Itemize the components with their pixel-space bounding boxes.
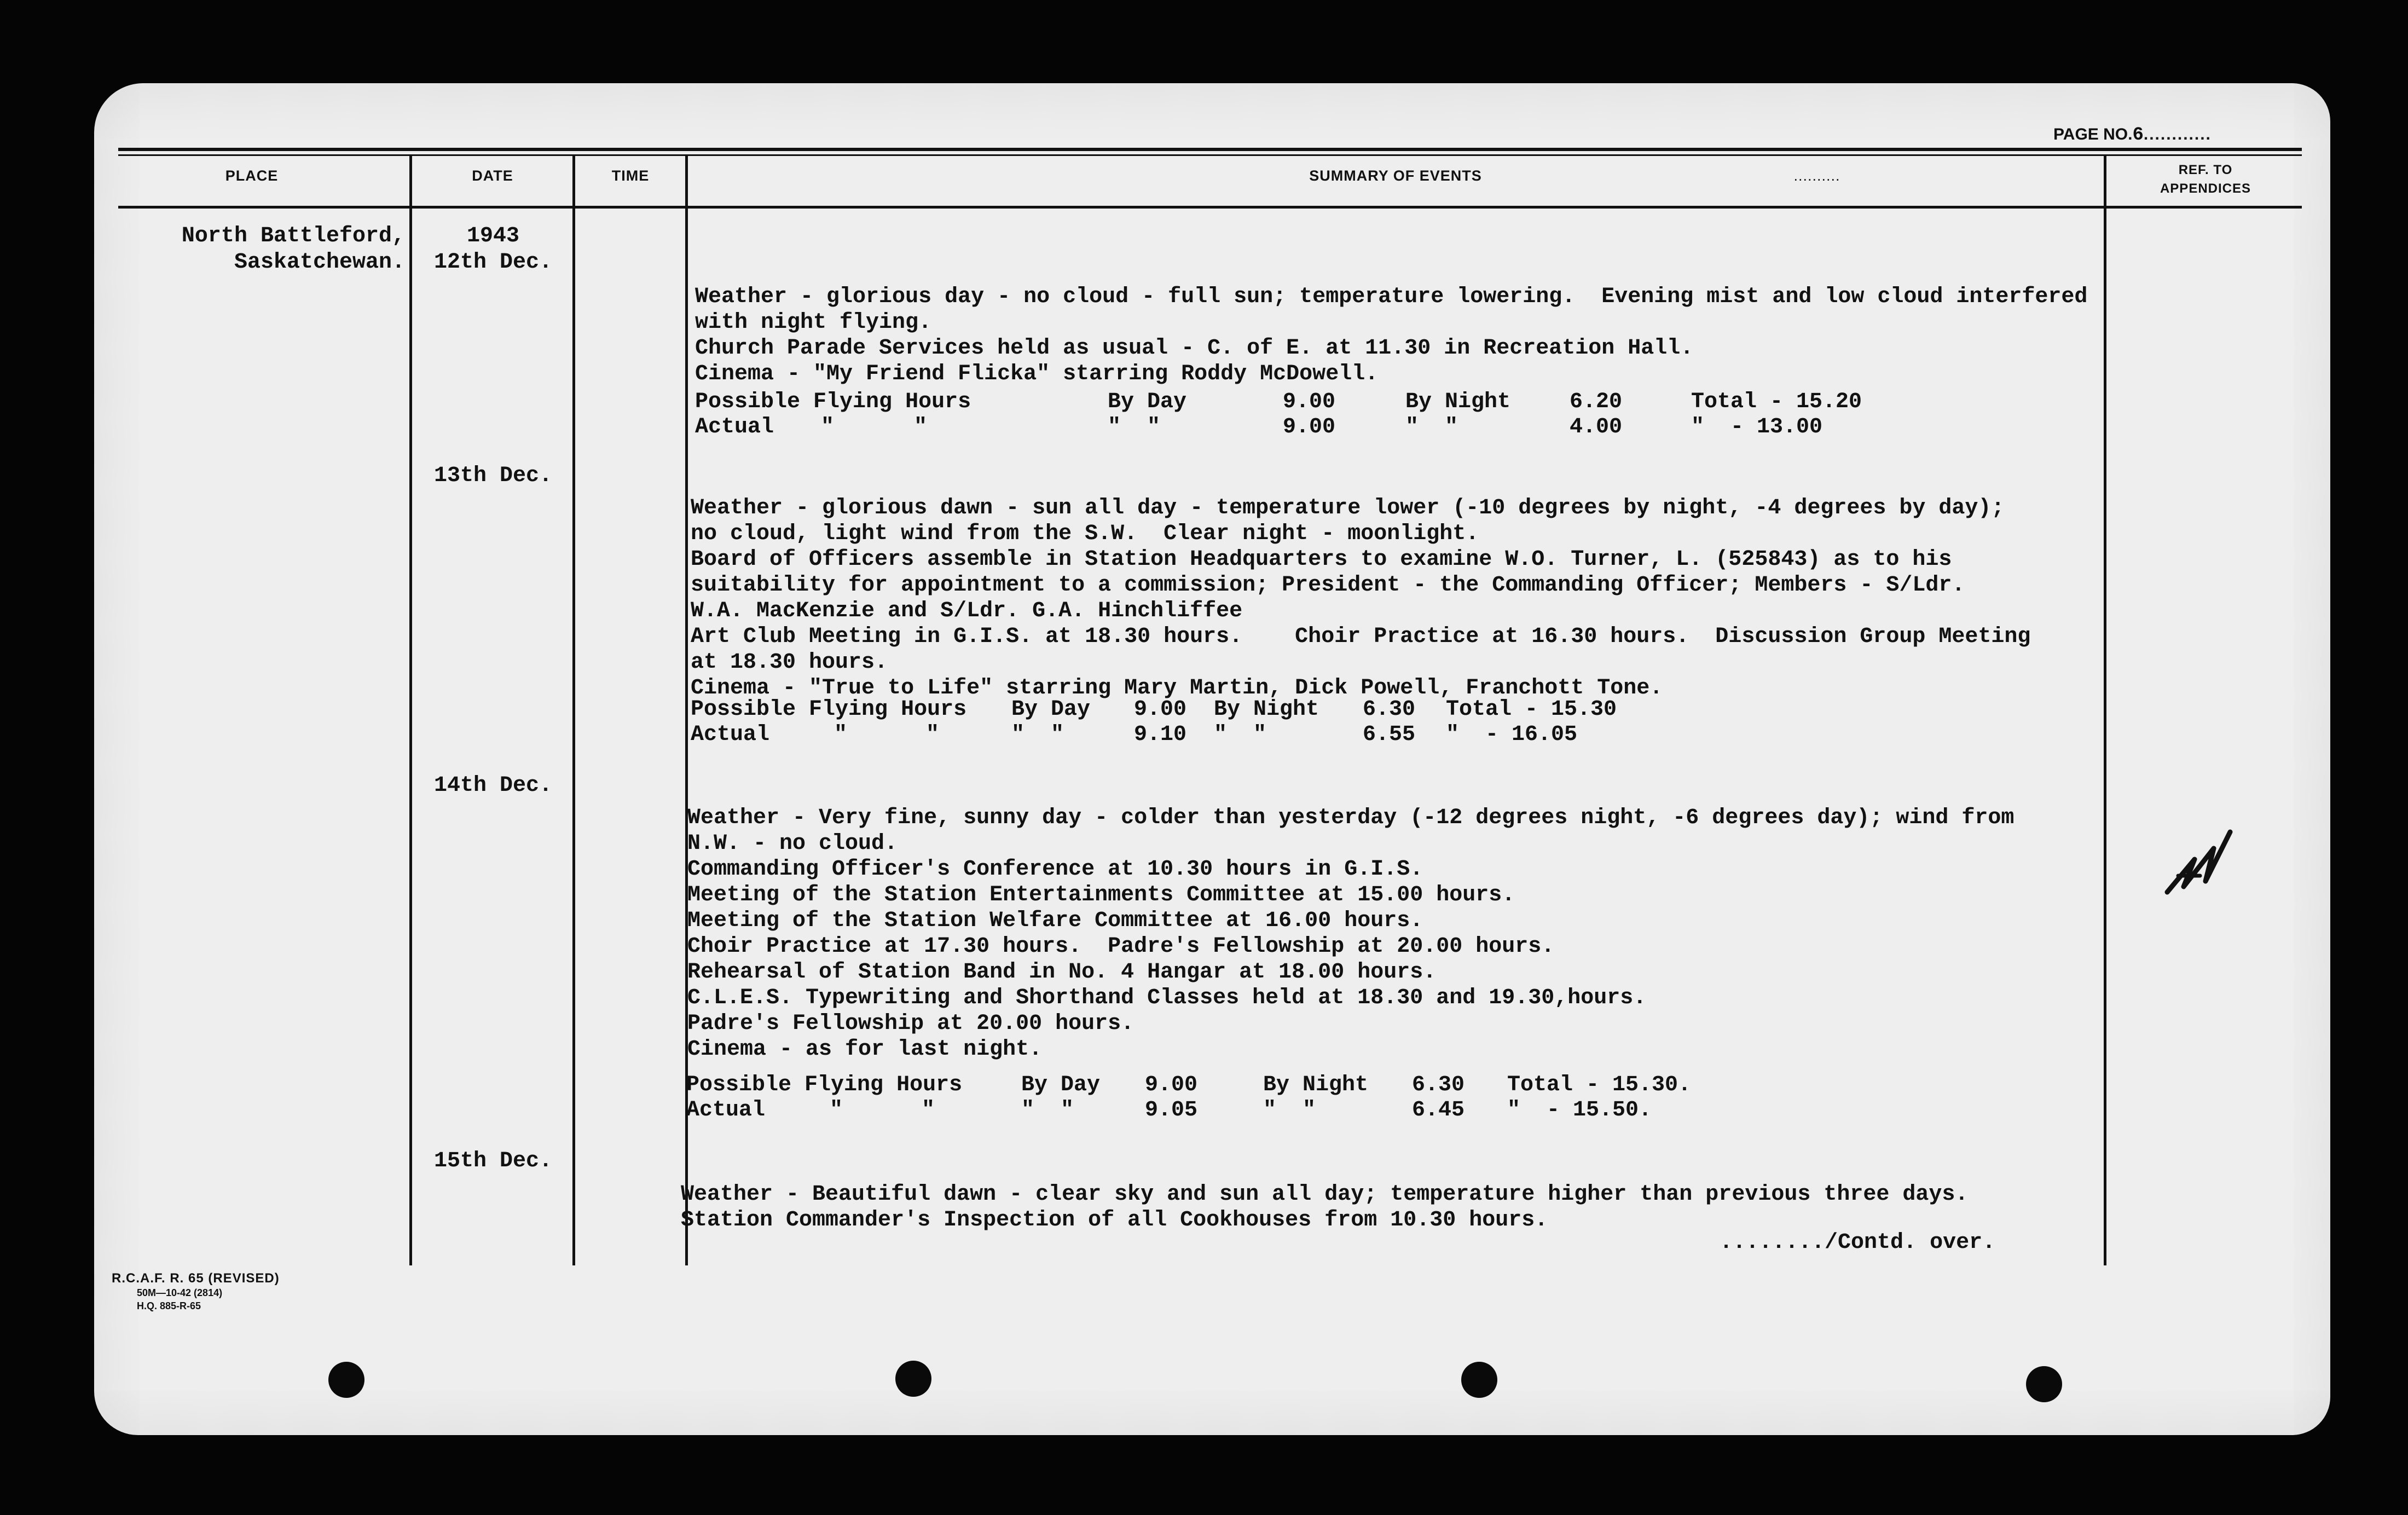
entry-line: Cinema - "My Friend Flicka" starring Roddy McDowell. (695, 362, 1379, 386)
form-print-run: 50M—10-42 (2814) (137, 1287, 223, 1298)
actual-total-value: " - 16.05 (1446, 722, 1578, 747)
actual-night-value: 4.00 (1570, 415, 1623, 440)
header-ref-line2: APPENDICES (2160, 181, 2251, 196)
entry-13-text (691, 470, 2030, 727)
entry-line: Weather - glorious day - no cloud - full sun; temperature lowering. Evening mist and low cloud interfered (695, 285, 2088, 309)
punch-hole (2026, 1366, 2062, 1402)
entry-line: Weather - Very fine, sunny day - colder than yesterday (-12 degrees night, -6 degrees day); wind from (687, 806, 2015, 830)
entry-line: Rehearsal of Station Band in No. 4 Hangar at 18.00 hours. (687, 960, 1437, 985)
by-night-value: 6.30 (1363, 697, 1416, 722)
form-number: R.C.A.F. R. 65 (REVISED) (112, 1271, 280, 1286)
actual-day-value: 9.10 (1134, 722, 1187, 747)
form-hq-ref: H.Q. 885-R-65 (137, 1300, 201, 1311)
entry-line: W.A. MacKenzie and S/Ldr. G.A. Hinchliffee (691, 599, 1243, 623)
entry-line: C.L.E.S. Typewriting and Shorthand Classes held at 18.30 and 19.30,hours. (687, 986, 1647, 1010)
ditto-mark: " (926, 722, 940, 747)
header-place: PLACE (225, 167, 279, 184)
total-value: Total - 15.30. (1507, 1073, 1692, 1097)
place-cell (182, 223, 405, 276)
actual-label: Actual (695, 415, 774, 440)
flying-label: Possible Flying Hours (695, 390, 971, 414)
entry-line: Art Club Meeting in G.I.S. at 18.30 hours. Choir Practice at 16.30 hours. Discussion Group Meeting (691, 624, 2031, 649)
header-rule (118, 206, 2302, 209)
entry-line: Cinema - as for last night. (687, 1037, 1043, 1062)
by-day-label: By Day (1011, 697, 1091, 722)
flying-label: Possible Flying Hours (691, 697, 967, 722)
punch-hole (895, 1361, 931, 1397)
column-divider-date (572, 154, 575, 1265)
actual-night-value: 6.55 (1363, 722, 1416, 747)
actual-day-value: 9.05 (1145, 1098, 1198, 1123)
actual-label: Actual (691, 722, 770, 747)
ditto-mark: " (834, 722, 848, 747)
actual-night-value: 6.45 (1412, 1098, 1465, 1123)
ditto-mark: " " (1405, 415, 1458, 440)
ditto-mark: " " (1108, 415, 1161, 440)
entry-line: Weather - Beautiful dawn - clear sky and sun all day; temperature higher than previous three days. (681, 1182, 1969, 1207)
entry-line: Meeting of the Station Welfare Committee at 16.00 hours. (687, 909, 1423, 933)
place-line2: Saskatchewan. (234, 250, 405, 275)
page-number-dots: ............ (2143, 125, 2212, 143)
page-number-value: 6 (2132, 125, 2144, 146)
by-night-value: 6.20 (1570, 390, 1623, 414)
actual-total-value: " - 13.00 (1691, 415, 1823, 440)
actual-label: Actual (686, 1098, 766, 1123)
date-12th: 12th Dec. (433, 250, 553, 275)
header-time: TIME (611, 167, 650, 184)
flying-label: Possible Flying Hours (686, 1073, 963, 1097)
punch-hole (1461, 1362, 1497, 1398)
column-divider-place (409, 154, 412, 1265)
total-value: Total - 15.20 (1691, 390, 1862, 414)
entry-line: suitability for appointment to a commission; President - the Commanding Officer; Members - S/Ldr. (691, 573, 1965, 598)
top-rule-thin (118, 154, 2302, 156)
entry-line: Choir Practice at 17.30 hours. Padre's Fellowship at 20.00 hours. (687, 934, 1555, 959)
date-14th: 14th Dec. (433, 773, 553, 798)
total-value: Total - 15.30 (1446, 697, 1617, 722)
entry-14-text (687, 779, 2014, 1088)
ditto-mark: " (914, 415, 928, 440)
ditto-mark: " " (1021, 1098, 1074, 1123)
date-13th: 13th Dec. (433, 464, 553, 488)
by-night-label: By Night (1263, 1073, 1369, 1097)
header-summary: SUMMARY OF EVENTS (1309, 167, 1482, 184)
by-night-label: By Night (1405, 390, 1511, 414)
entry-line: no cloud, light wind from the S.W. Clear night - moonlight. (691, 522, 1479, 546)
ditto-mark: " " (1263, 1098, 1316, 1123)
place-line1: North Battleford, (181, 224, 405, 248)
by-day-label: By Day (1108, 390, 1187, 414)
page-number-label: PAGE NO. (2053, 125, 2133, 143)
continued-note: ......../Contd. over. (1720, 1230, 1996, 1255)
handwritten-initials (2162, 821, 2238, 898)
entry-line: with night flying. (695, 310, 932, 335)
entry-line: Board of Officers assemble in Station Headquarters to examine W.O. Turner, L. (525843) as to his (691, 547, 1952, 572)
ditto-mark: " (821, 415, 835, 440)
entry-line: Church Parade Services held as usual - C. of E. at 11.30 in Recreation Hall. (695, 336, 1694, 361)
entry-line: at 18.30 hours. (691, 650, 888, 675)
header-ref-line1: REF. TO (2178, 163, 2233, 177)
actual-total-value: " - 15.50. (1507, 1098, 1652, 1123)
ditto-mark: " " (1214, 722, 1267, 747)
actual-day-value: 9.00 (1283, 415, 1336, 440)
entry-line: Padre's Fellowship at 20.00 hours. (687, 1011, 1134, 1036)
ditto-mark: " (830, 1098, 843, 1123)
entry-line: Commanding Officer's Conference at 10.30 hours in G.I.S. (687, 857, 1423, 882)
entry-line: Station Commander's Inspection of all Cookhouses from 10.30 hours. (681, 1208, 1548, 1233)
by-night-label: By Night (1214, 697, 1319, 722)
entry-line: Weather - glorious dawn - sun all day - temperature lower (-10 degrees by night, -4 degrees by day); (691, 496, 2005, 521)
entry-line: Meeting of the Station Entertainments Committee at 15.00 hours. (687, 883, 1515, 907)
by-day-value: 9.00 (1145, 1073, 1198, 1097)
by-day-value: 9.00 (1283, 390, 1336, 414)
page-number (2053, 125, 2212, 146)
punch-hole (328, 1362, 364, 1398)
top-rule (118, 148, 2302, 151)
form-footer (112, 1271, 280, 1312)
date-year: 1943 (466, 224, 519, 248)
ditto-mark: " " (1011, 722, 1064, 747)
header-summary-dots: .......... (1793, 167, 1840, 184)
header-date: DATE (472, 167, 513, 184)
ditto-mark: " (922, 1098, 935, 1123)
date-15th: 15th Dec. (433, 1149, 553, 1173)
by-day-value: 9.00 (1134, 697, 1187, 722)
entry-line: Cinema - "True to Life" starring Mary Martin, Dick Powell, Franchott Tone. (691, 676, 1663, 701)
by-night-value: 6.30 (1412, 1073, 1465, 1097)
entry-line: N.W. - no cloud. (687, 831, 898, 856)
header-ref-appendices (2118, 161, 2293, 198)
by-day-label: By Day (1021, 1073, 1101, 1097)
column-divider-summary (2104, 154, 2106, 1265)
